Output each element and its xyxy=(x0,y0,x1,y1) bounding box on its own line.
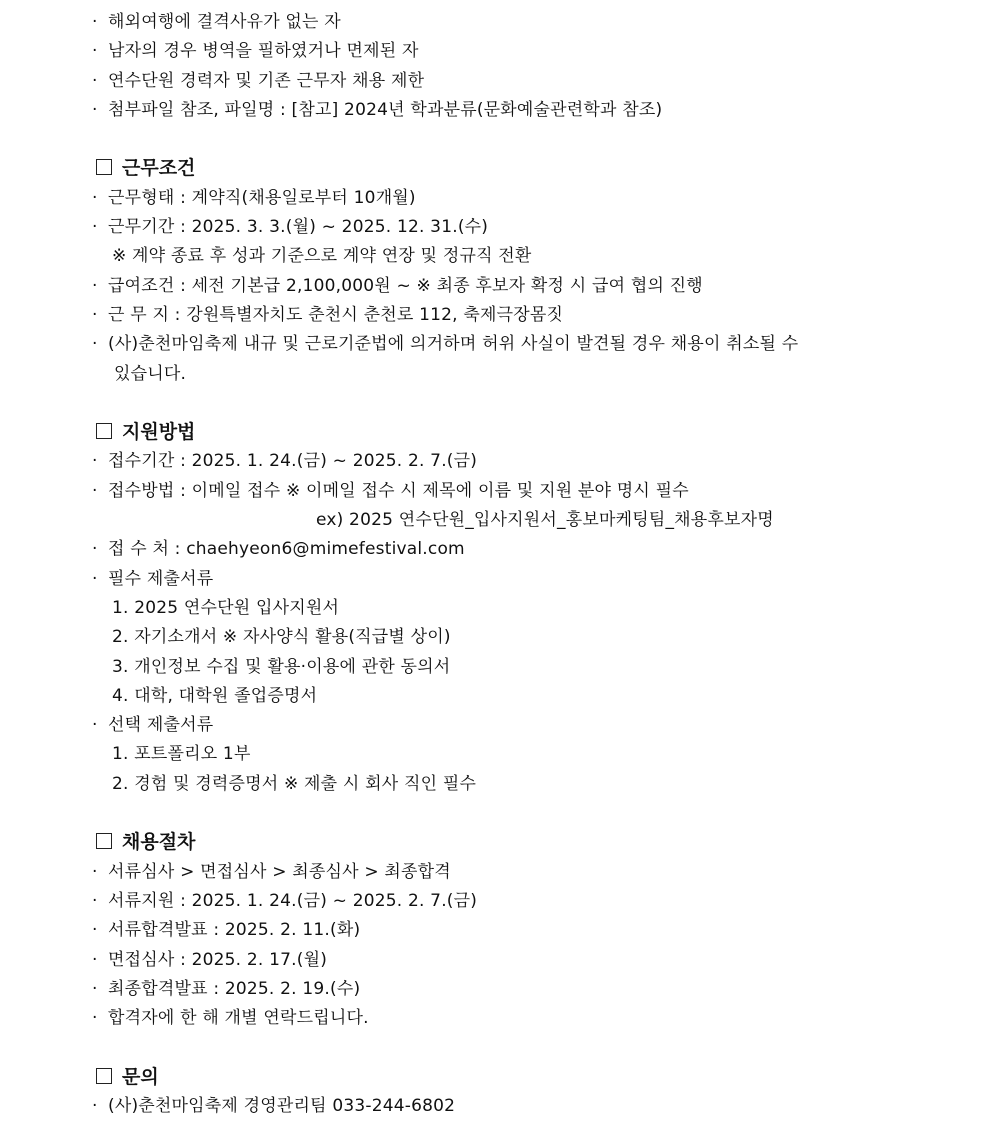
list-item xyxy=(92,96,912,125)
work-policy: (사)춘천마임축제 내규 및 근로기준법에 의거하며 허위 사실이 발견될 경우 채용이 취소될 수 xyxy=(108,334,799,355)
bullet: · xyxy=(92,949,98,970)
work-salary: 급여조건 : 세전 기본급 2,100,000원 ~ ※ 최종 후보자 확정 시 급여 협의 진행 xyxy=(108,275,703,296)
section-heading-contact xyxy=(92,1063,912,1092)
bullet: · xyxy=(92,41,98,62)
list-item xyxy=(92,535,912,564)
required-doc-item: 3. 개인정보 수집 및 활용·이용에 관한 동의서 xyxy=(112,656,451,677)
bullet: · xyxy=(92,978,98,999)
list-item xyxy=(92,184,912,213)
checkbox-square-icon xyxy=(96,423,112,439)
required-doc-item: 4. 대학, 대학원 졸업증명서 xyxy=(112,685,318,706)
process-steps: 서류심사 > 면접심사 > 최종심사 > 최종합격 xyxy=(108,861,451,882)
required-doc-item: 1. 2025 연수단원 입사지원서 xyxy=(112,597,340,618)
work-policy-continued: 있습니다. xyxy=(114,363,187,384)
optional-doc-item: 1. 포트폴리오 1부 xyxy=(112,744,251,765)
required-docs-label: 필수 제출서류 xyxy=(108,568,214,589)
list-item xyxy=(92,330,912,359)
bullet: · xyxy=(92,1008,98,1029)
list-item xyxy=(92,711,912,740)
list-item xyxy=(92,916,912,945)
apply-heading-text: 지원방법 xyxy=(122,421,196,444)
apply-email-label: 접 수 처 : xyxy=(108,539,187,560)
list-item xyxy=(92,272,912,301)
process-heading-text: 채용절차 xyxy=(122,831,196,854)
bullet: · xyxy=(92,890,98,911)
bullet: · xyxy=(92,304,98,325)
list-item xyxy=(92,1004,912,1033)
checkbox-square-icon xyxy=(96,833,112,849)
contact-heading-text: 문의 xyxy=(122,1065,159,1088)
process-notice: 합격자에 한 해 개별 연락드립니다. xyxy=(108,1008,369,1029)
list-item xyxy=(92,946,912,975)
list-item xyxy=(92,8,912,37)
work-heading-text: 근무조건 xyxy=(122,157,196,180)
bullet: · xyxy=(92,480,98,501)
list-item xyxy=(92,447,912,476)
apply-period: 접수기간 : 2025. 1. 24.(금) ~ 2025. 2. 7.(금) xyxy=(108,451,478,472)
work-type: 근무형태 : 계약직(채용일로부터 10개월) xyxy=(108,187,416,208)
apply-method: 접수방법 : 이메일 접수 ※ 이메일 접수 시 제목에 이름 및 지원 분야 명시 필수 xyxy=(108,480,689,501)
intro-item-military: 남자의 경우 병역을 필하였거나 면제된 자 xyxy=(108,41,419,62)
intro-item-overseas: 해외여행에 결격사유가 없는 자 xyxy=(108,12,341,32)
required-doc-item: 2. 자기소개서 ※ 자사양식 활용(직급별 상이) xyxy=(112,627,451,648)
spacer xyxy=(92,389,912,418)
list-item xyxy=(92,67,912,96)
work-period: 근무기간 : 2025. 3. 3.(월) ~ 2025. 12. 31.(수) xyxy=(108,217,489,238)
contact-info: (사)춘천마임축제 경영관리팀 033-244-6802 xyxy=(108,1095,456,1116)
section-heading-work xyxy=(92,154,912,183)
checkbox-square-icon xyxy=(96,159,112,175)
section-heading-apply xyxy=(92,418,912,447)
work-period-note: ※ 계약 종료 후 성과 기준으로 계약 연장 및 정규직 전환 xyxy=(112,246,532,267)
intro-item-attachment: 첨부파일 참조, 파일명 : [참고] 2024년 학과분류(문화예술관련학과 참조) xyxy=(108,99,663,120)
list-item xyxy=(92,975,912,1004)
optional-doc-item: 2. 경험 및 경력증명서 ※ 제출 시 회사 직인 필수 xyxy=(112,773,477,794)
bullet: · xyxy=(92,12,98,32)
checkbox-square-icon xyxy=(96,1068,112,1084)
list-item xyxy=(92,213,912,242)
recruitment-notice xyxy=(92,8,912,1121)
list-item xyxy=(92,565,912,594)
apply-email-address[interactable]: chaehyeon6@mimefestival.com xyxy=(186,539,465,560)
process-document-submission: 서류지원 : 2025. 1. 24.(금) ~ 2025. 2. 7.(금) xyxy=(108,890,478,911)
bullet: · xyxy=(92,275,98,296)
bullet: · xyxy=(92,334,98,355)
bullet: · xyxy=(92,539,98,560)
spacer xyxy=(92,125,912,154)
work-location: 근 무 지 : 강원특별자치도 춘천시 춘천로 112, 축제극장몸짓 xyxy=(108,304,564,325)
process-document-result: 서류합격발표 : 2025. 2. 11.(화) xyxy=(108,920,361,941)
list-item xyxy=(92,858,912,887)
bullet: · xyxy=(92,99,98,120)
bullet: · xyxy=(92,715,98,736)
list-item xyxy=(92,1092,912,1121)
spacer xyxy=(92,1033,912,1062)
list-item xyxy=(92,887,912,916)
bullet: · xyxy=(92,861,98,882)
bullet: · xyxy=(92,187,98,208)
list-item xyxy=(92,37,912,66)
bullet: · xyxy=(92,70,98,91)
bullet: · xyxy=(92,568,98,589)
optional-docs-label: 선택 제출서류 xyxy=(108,715,214,736)
intro-item-restriction: 연수단원 경력자 및 기존 근무자 채용 제한 xyxy=(108,70,425,91)
bullet: · xyxy=(92,920,98,941)
spacer xyxy=(92,799,912,828)
bullet: · xyxy=(92,217,98,238)
list-item xyxy=(92,477,912,506)
section-heading-process xyxy=(92,828,912,857)
process-interview: 면접심사 : 2025. 2. 17.(월) xyxy=(108,949,328,970)
bullet: · xyxy=(92,451,98,472)
bullet: · xyxy=(92,1095,98,1116)
apply-email-subject-example: ex) 2025 연수단원_입사지원서_홍보마케팅팀_채용후보자명 xyxy=(316,510,774,531)
process-final-result: 최종합격발표 : 2025. 2. 19.(수) xyxy=(108,978,361,999)
list-item xyxy=(92,301,912,330)
